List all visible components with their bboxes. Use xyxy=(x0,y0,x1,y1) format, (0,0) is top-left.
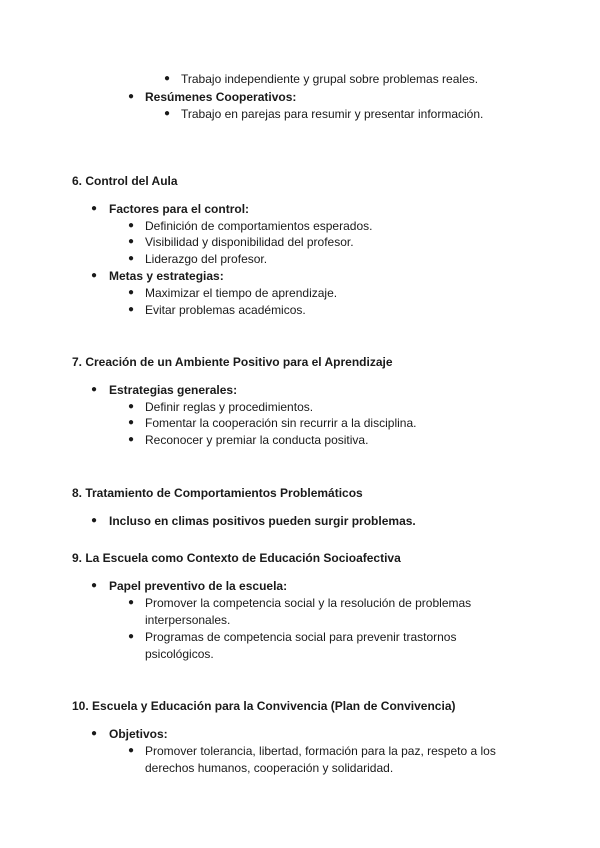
bullet-icon: ● xyxy=(91,203,98,214)
list-item-label: Factores para el control: xyxy=(109,202,250,216)
list-item-label: Incluso en climas positivos pueden surgir problemas. xyxy=(109,514,416,528)
section-title-7: 7. Creación de un Ambiente Positivo para el Aprendizaje xyxy=(72,355,393,369)
bullet-icon: ● xyxy=(128,91,135,102)
bullet-icon: ● xyxy=(128,304,135,315)
list-item-label: Objetivos: xyxy=(109,727,168,741)
list-item: Liderazgo del profesor. xyxy=(145,252,268,266)
list-item-continuation: psicológicos. xyxy=(145,647,214,661)
list-item: Trabajo independiente y grupal sobre problemas reales. xyxy=(181,72,479,86)
section-title-8: 8. Tratamiento de Comportamientos Problemáticos xyxy=(72,486,363,500)
bullet-icon: ● xyxy=(91,515,98,526)
list-item: Reconocer y premiar la conducta positiva. xyxy=(145,433,369,447)
bullet-icon: ● xyxy=(128,434,135,445)
bullet-icon: ● xyxy=(128,417,135,428)
list-item: Fomentar la cooperación sin recurrir a la disciplina. xyxy=(145,416,417,430)
bullet-icon: ● xyxy=(128,220,135,231)
list-item: Evitar problemas académicos. xyxy=(145,303,306,317)
bullet-icon: ● xyxy=(164,108,171,119)
bullet-icon: ● xyxy=(91,580,98,591)
bullet-icon: ● xyxy=(128,236,135,247)
list-item: Trabajo en parejas para resumir y presentar información. xyxy=(181,107,484,121)
bullet-icon: ● xyxy=(128,631,135,642)
list-item: Maximizar el tiempo de aprendizaje. xyxy=(145,286,338,300)
section-title-10: 10. Escuela y Educación para la Convivencia (Plan de Convivencia) xyxy=(72,699,456,713)
bullet-icon: ● xyxy=(128,287,135,298)
bullet-icon: ● xyxy=(128,253,135,264)
list-item: Definir reglas y procedimientos. xyxy=(145,400,314,414)
list-item-continuation: derechos humanos, cooperación y solidaridad. xyxy=(145,761,394,775)
bullet-icon: ● xyxy=(128,745,135,756)
bullet-icon: ● xyxy=(164,73,171,84)
list-item: Definición de comportamientos esperados. xyxy=(145,219,373,233)
list-item: Visibilidad y disponibilidad del profesor. xyxy=(145,235,354,249)
bullet-icon: ● xyxy=(91,270,98,281)
list-item-label: Papel preventivo de la escuela: xyxy=(109,579,288,593)
list-item-label: Resúmenes Cooperativos: xyxy=(145,90,297,104)
list-item-continuation: interpersonales. xyxy=(145,613,231,627)
bullet-icon: ● xyxy=(91,728,98,739)
section-title-9: 9. La Escuela como Contexto de Educación Socioafectiva xyxy=(72,551,401,565)
bullet-icon: ● xyxy=(91,384,98,395)
list-item: Programas de competencia social para prevenir trastornos xyxy=(145,630,457,644)
bullet-icon: ● xyxy=(128,401,135,412)
list-item: Promover la competencia social y la resolución de problemas xyxy=(145,596,472,610)
list-item-label: Estrategias generales: xyxy=(109,383,238,397)
list-item: Promover tolerancia, libertad, formación para la paz, respeto a los xyxy=(145,744,496,758)
list-item-label: Metas y estrategias: xyxy=(109,269,224,283)
bullet-icon: ● xyxy=(128,597,135,608)
section-title-6: 6. Control del Aula xyxy=(72,174,178,188)
